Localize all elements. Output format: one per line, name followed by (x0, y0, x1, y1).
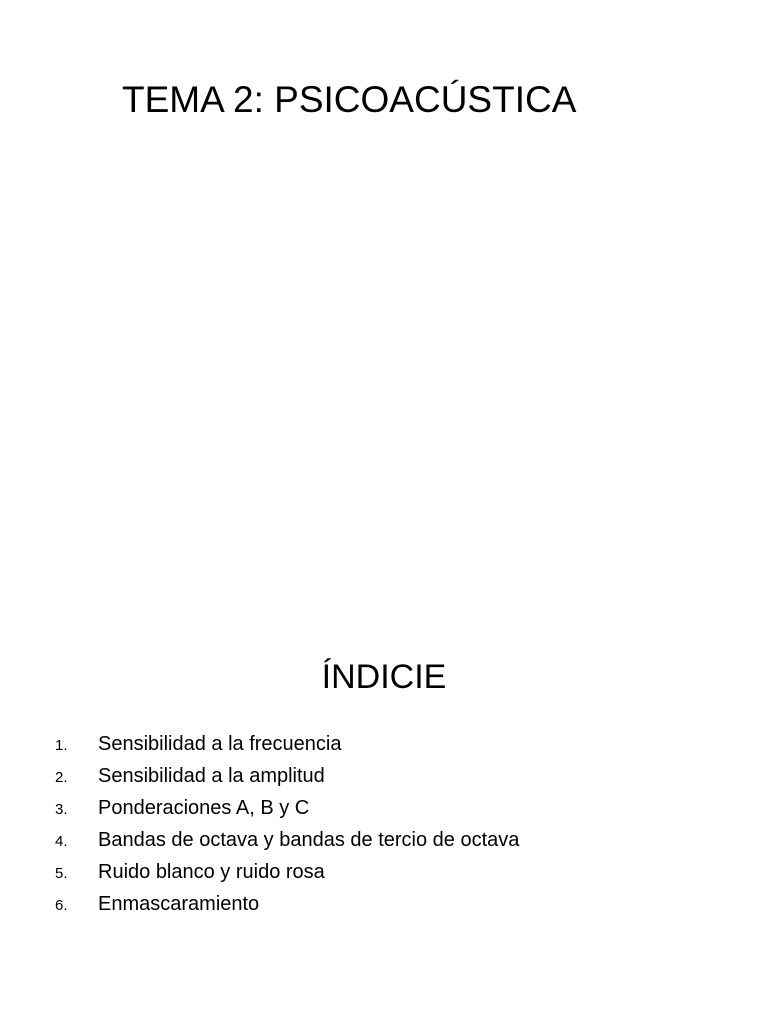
list-item-number: 6. (55, 897, 68, 914)
list-item-text: Bandas de octava y bandas de tercio de octava (98, 829, 520, 851)
list-item-number: 2. (55, 769, 68, 786)
list-item-text: Ponderaciones A, B y C (98, 797, 310, 819)
list-item-text: Ruido blanco y ruido rosa (98, 861, 325, 883)
list-item-number: 3. (55, 801, 68, 818)
list-item-text: Sensibilidad a la frecuencia (98, 733, 342, 755)
page-title: TEMA 2: PSICOACÚSTICA (122, 79, 577, 120)
list-item-text: Enmascaramiento (98, 893, 260, 915)
index-heading: ÍNDICIE (321, 658, 447, 696)
list-item-text: Sensibilidad a la amplitud (98, 765, 325, 787)
list-item-number: 1. (55, 737, 68, 754)
list-item-number: 5. (55, 865, 68, 882)
list-item-number: 4. (55, 833, 68, 850)
